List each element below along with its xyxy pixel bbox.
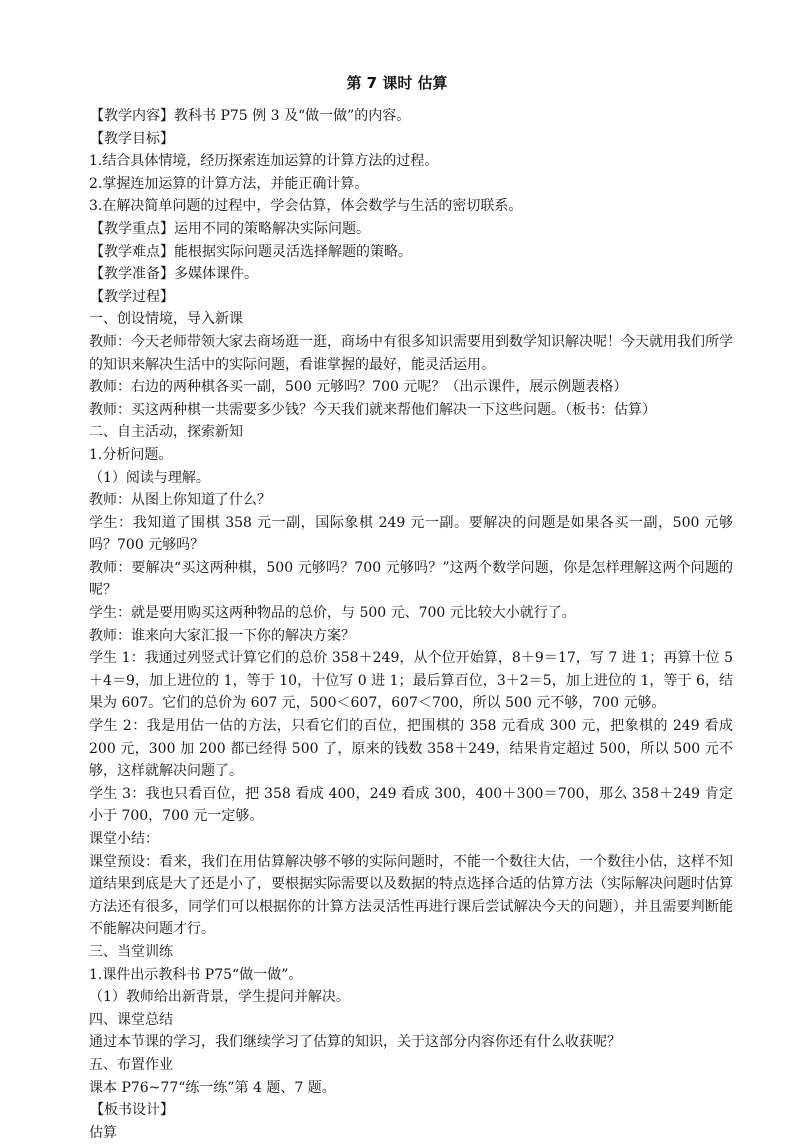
paragraph: 课堂预设：看来，我们在用估算解决够不够的实际问题时，不能一个数往大估，一个数往小估，这样不知道结果到底是大了还是小了，要根据实际需要以及数据的特点选择合适的估算方法（实际解决问题时估算方法还有很多，同学们可以根据你的计算方法灵活性再进行课后尝试解决今天的问题），并且需要判断能不能解决问题才行。	[89, 853, 733, 938]
paragraph: 教师：谁来向大家汇报一下你的解决方案？	[89, 627, 355, 644]
paragraph: 1.课件出示教科书 P75“做一做”。	[89, 966, 303, 983]
teaching-preparation: 【教学准备】多媒体课件。	[90, 266, 258, 283]
paragraph: 课堂小结：	[89, 831, 159, 847]
paragraph: 教师：买这两种棋一共需要多少钱？今天我们就来帮他们解决一下这些问题。（板书：估算）	[89, 401, 656, 418]
teaching-content: 【教学内容】教科书 P75 例 3 及“做一做”的内容。	[90, 108, 411, 124]
sub-heading: （1）阅读与理解。	[89, 469, 210, 486]
goal-item-2: 2.掌握连加运算的计算方法，并能正确计算。	[89, 175, 369, 192]
paragraph: 学生 3：我也只看百位，把 358 看成 400，249 看成 300，400＋300＝700，那么 358＋249 肯定小于 700，700 元一定够。	[89, 785, 733, 825]
page-title: 第 7 课时 估算	[346, 74, 448, 92]
section-heading-2: 二、自主活动，探索新知	[89, 424, 243, 441]
goal-item-3: 3.在解决简单问题的过程中，学会估算，体会数学与生活的密切联系。	[89, 198, 523, 215]
section-heading-1: 一、创设情境，导入新课	[89, 311, 243, 328]
section-heading-3: 三、当堂训练	[89, 943, 173, 960]
paragraph: 学生：我知道了围棋 358 元一副，国际象棋 249 元一副。要解决的问题是如果各买一副，500 元够吗？700 元够吗？	[89, 514, 733, 554]
board-design-content: 估算	[89, 1124, 117, 1141]
paragraph: 教师：今天老师带领大家去商场逛一逛，商场中有很多知识需要用到数学知识解决呢！今天就用我们所学的知识来解决生活中的实际问题，看谁掌握的最好，能灵活运用。	[89, 333, 733, 373]
paragraph: 教师：要解决“买这两种棋，500 元够吗？700 元够吗？”这两个数学问题，你是怎样理解这两个问题的呢？	[89, 559, 733, 599]
paragraph: 教师：右边的两种棋各买一副，500 元够吗？700 元呢？（出示课件，展示例题表格）	[89, 379, 628, 396]
teaching-goals-heading: 【教学目标】	[90, 130, 174, 147]
document-body	[89, 105, 733, 1144]
section-heading-4: 四、课堂总结	[89, 1011, 173, 1028]
section-heading-5: 五、布置作业	[89, 1056, 173, 1073]
teaching-difficulty: 【教学难点】能根据实际问题灵活选择解题的策略。	[90, 243, 412, 260]
paragraph: 学生：就是要用购买这两种物品的总价，与 500 元、700 元比较大小就行了。	[89, 605, 576, 622]
teaching-focus: 【教学重点】运用不同的策略解决实际问题。	[90, 220, 370, 237]
teaching-process-heading: 【教学过程】	[90, 288, 174, 305]
goal-item-1: 1.结合具体情境，经历探索连加运算的计算方法的过程。	[89, 153, 439, 170]
board-design-heading: 【板书设计】	[90, 1102, 174, 1119]
paragraph: 教师：从图上你知道了什么？	[89, 492, 271, 509]
paragraph: 学生 1：我通过列竖式计算它们的总价 358＋249，从个位开始算，8＋9＝17，写 7 进 1；再算十位 5＋4＝9，加上进位的 1，等于 10，十位写 0 进 1；最后算百位，3＋2＝5，加上进位的 1，等于 6，结果为 607。它们的总价为 607 元，500＜607，607＜700，所以 500 元不够，700 元够。	[89, 650, 733, 712]
paragraph: 学生 2：我是用估一估的方法，只看它们的百位，把围棋的 358 元看成 300 元，把象棋的 249 看成 200 元，300 加 200 都已经得 500 了，原来的钱数 358＋249，结果肯定超过 500，所以 500 元不够，这样就解决问题了。	[89, 718, 733, 780]
sub-heading: 1.分析问题。	[89, 446, 173, 463]
paragraph: 通过本节课的学习，我们继续学习了估算的知识，关于这部分内容你还有什么收获呢？	[89, 1034, 621, 1051]
paragraph: （1）教师给出新背景，学生提问并解决。	[89, 989, 350, 1006]
paragraph: 课本 P76~77“练一练”第 4 题、7 题。	[89, 1079, 336, 1096]
